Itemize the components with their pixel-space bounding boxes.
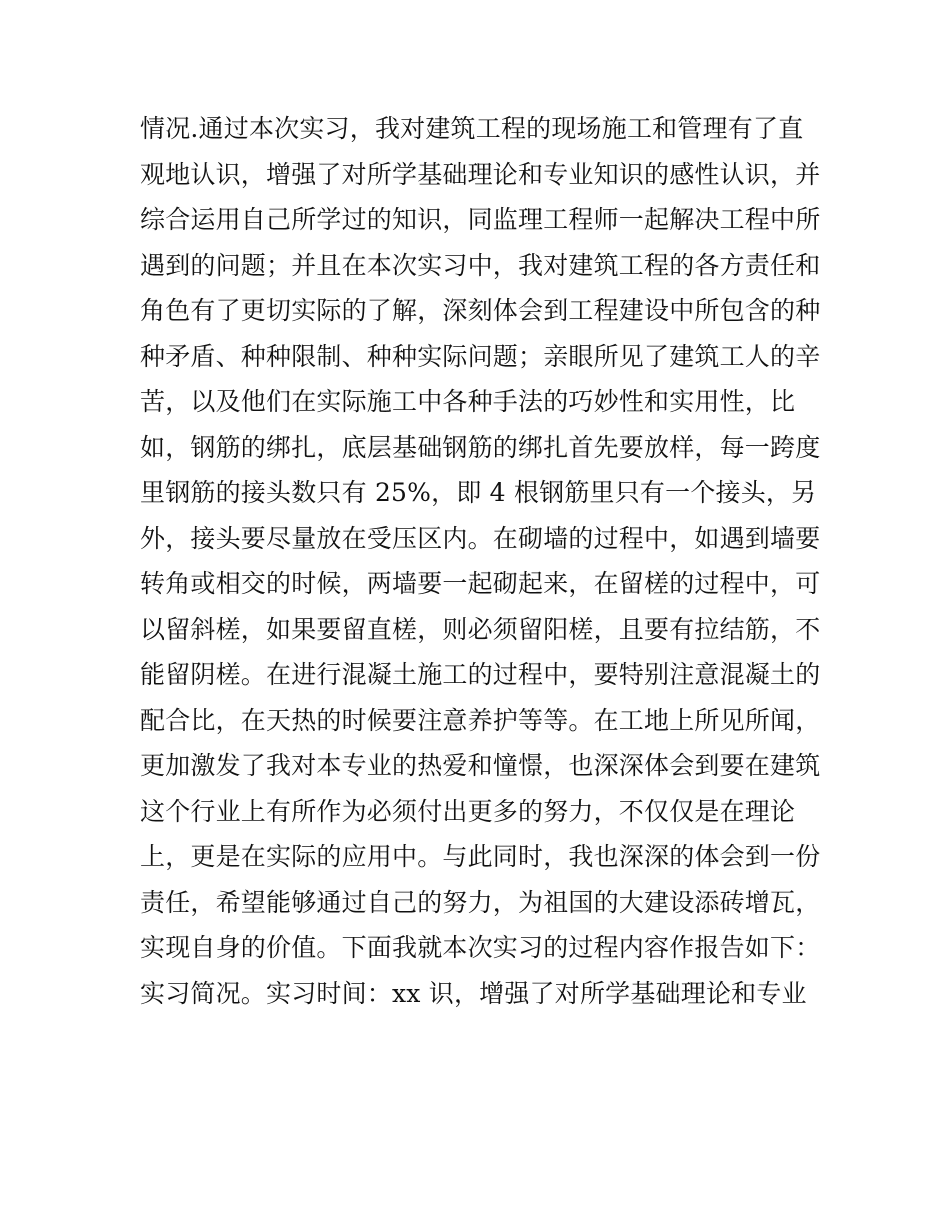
text-line: 观地认识，增强了对所学基础理论和专业知识的感性认识，并 <box>140 159 821 189</box>
text-line: 能留阴槎。在进行混凝土施工的过程中，要特别注意混凝土的 <box>140 660 821 689</box>
text-line: 实习简况。实习时间：xx 识，增强了对所学基础理论和专业 <box>140 978 807 1008</box>
text-line: 上，更是在实际的应用中。与此同时，我也深深的体会到一份 <box>140 842 821 871</box>
text-line: 里钢筋的接头数只有 25%，即 4 根钢筋里只有一个接头，另 <box>140 478 817 507</box>
text-line: 这个行业上有所作为必须付出更多的努力，不仅仅是在理论 <box>140 796 796 826</box>
text-line: 以留斜槎，如果要留直槎，则必须留阳槎，且要有拉结筋，不 <box>140 614 821 644</box>
text-line: 更加激发了我对本专业的热爱和憧憬，也深深体会到要在建筑 <box>140 751 821 780</box>
text-line: 角色有了更切实际的了解，深刻体会到工程建设中所包含的种 <box>140 296 821 325</box>
text-line: 如，钢筋的绑扎，底层基础钢筋的绑扎首先要放样，每一跨度 <box>140 432 821 462</box>
text-line: 综合运用自己所学过的知识，同监理工程师一起解决工程中所 <box>140 205 821 234</box>
text-line: 实现自身的价值。下面我就本次实习的过程内容作报告如下： <box>140 933 821 962</box>
text-line: 苦，以及他们在实际施工中各种手法的巧妙性和实用性，比 <box>140 387 796 416</box>
text-line: 遇到的问题；并且在本次实习中，我对建筑工程的各方责任和 <box>140 250 821 280</box>
text-line: 责任，希望能够通过自己的努力，为祖国的大建设添砖增瓦， <box>140 887 821 917</box>
text-line: 情况.通过本次实习，我对建筑工程的现场施工和管理有了直 <box>140 114 804 143</box>
text-line: 转角或相交的时候，两墙要一起砌起来，在留槎的过程中，可 <box>140 569 821 598</box>
text-line: 配合比，在天热的时候要注意养护等等。在工地上所见所闻， <box>140 705 821 735</box>
text-line: 外，接头要尽量放在受压区内。在砌墙的过程中，如遇到墙要 <box>140 523 821 553</box>
text-line: 种矛盾、种种限制、种种实际问题；亲眼所见了建筑工人的辛 <box>140 341 821 371</box>
body-text <box>140 106 820 1016</box>
